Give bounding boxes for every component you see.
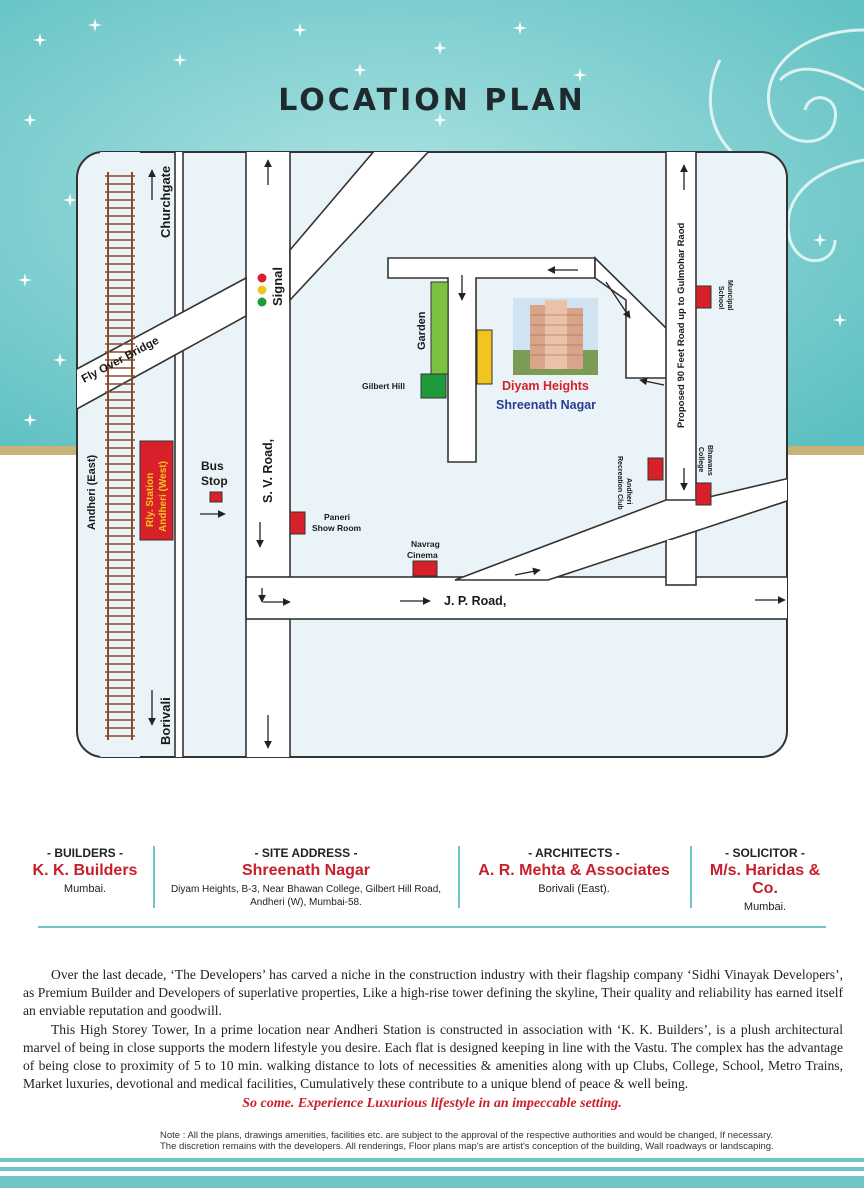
paneri-marker: [290, 512, 305, 534]
footer-stripe: [0, 1167, 864, 1171]
credits-site-address: [160, 846, 452, 909]
college-marker: [696, 483, 711, 505]
bus-stop-label-line2: Stop: [201, 474, 228, 488]
navrag-marker: [413, 561, 437, 576]
description-paragraph-1: Over the last decade, ‘The Developers’ has carved a niche in the construction industry with their flagship company ‘Sidhi Vinayak Developers’, as Premium Builder and Developers of superlative properties, Like a high-rise tower defining the skyline, Their quality and reliability has earned itself an enviable reputation and goodwill.: [23, 967, 843, 1019]
bus-stop-label-line1: Bus: [201, 459, 224, 473]
site-line2: Andheri (W), Mumbai-58.: [250, 897, 362, 908]
college-label-line2: College: [697, 447, 704, 473]
footer-stripe: [0, 1158, 864, 1162]
diyam-heights-building-image: [513, 298, 598, 375]
description: [23, 966, 843, 1093]
station-road: [175, 150, 183, 760]
bus-stop-marker: [210, 492, 222, 502]
garden-marker: [431, 282, 448, 374]
builders-heading: - BUILDERS -: [47, 846, 123, 860]
college-label-line1: Bhawans: [706, 445, 713, 476]
project-area-label: Shreenath Nagar: [496, 398, 597, 412]
architects-heading: - ARCHITECTS -: [528, 846, 620, 860]
architects-sub: Borivali (East).: [538, 883, 610, 895]
credits-architects: [465, 846, 683, 896]
note-line-2: The discretion remains with the developers. All renderings, Floor plans map's are artist's conception of the building, Wall roadways or landscaping.: [160, 1141, 774, 1152]
paneri-label-line1: Paneri: [324, 512, 350, 522]
proposed-road-label: Proposed 90 Feet Road up to Gulmohar Raod: [676, 222, 687, 428]
project-name-label: Diyam Heights: [502, 379, 589, 393]
credits-separator: [690, 846, 692, 908]
gilbert-hill-label: Gilbert Hill: [362, 381, 405, 391]
school-marker: [696, 286, 711, 308]
jp-road: [246, 577, 791, 619]
note-line-1: Note : All the plans, drawings amenities, facilities etc. are subject to the approval of the respective authorities and would be changed, If necessary.: [160, 1130, 773, 1141]
tagline: So come. Experience Luxurious lifestyle in an impeccable setting.: [242, 1096, 622, 1111]
railway-strip: [100, 150, 140, 760]
architects-name: A. R. Mehta & Associates: [478, 862, 670, 879]
school-label-line1: Muncipal: [726, 280, 733, 311]
gilbert-hill-marker: [421, 374, 446, 398]
project-plot-marker: [477, 330, 492, 384]
churchgate-label: Churchgate: [158, 165, 173, 238]
solicitor-heading: - SOLICITOR -: [725, 846, 805, 860]
description-paragraph-2: This High Storey Tower, In a prime location near Andheri Station is constructed in association with ‘K. K. Builders’, is a plush architectural marvel of being in close supports the modern lifestyle you desire. Each flat is designed keeping in line with the Vastu. The complex has the advantage of being close to proximity of 5 to 10 min. walking distance to lots of necessities & amenities along with up Clubs, College, School, Metro Trains, Market luxuries, devotional and medical facilities, Cumulatively these contribute to a unique blend of peace & well being.: [23, 1021, 843, 1092]
borivali-label: Borivali: [158, 697, 173, 745]
andheri-east-label: Andheri (East): [86, 454, 98, 530]
recreation-label-line2: Recreation Club: [616, 456, 623, 510]
solicitor-name: M/s. Haridas & Co.: [709, 862, 821, 897]
solicitor-sub: Mumbai.: [743, 901, 787, 913]
builders-sub: Mumbai.: [63, 883, 107, 895]
footer-stripe: [0, 1176, 864, 1188]
page-title: LOCATION PLAN: [278, 83, 586, 118]
divider-line: [38, 926, 826, 928]
navrag-label-line1: Navrag: [411, 539, 440, 549]
station-label-line2: Andheri (West): [158, 461, 169, 532]
sv-road-label: S. V. Road,: [261, 438, 275, 503]
fly-over-bridge-label: Fly Over Bridge: [79, 334, 162, 386]
garden-label: Garden: [416, 311, 428, 350]
traffic-signal: [258, 274, 267, 307]
credits-separator: [153, 846, 155, 908]
credits-solicitor: [696, 846, 834, 914]
jp-road-label: J. P. Road,: [444, 594, 507, 608]
site-name: Shreenath Nagar: [241, 862, 371, 879]
builders-name: K. K. Builders: [32, 862, 138, 879]
recreation-marker: [648, 458, 663, 480]
station-label-line1: Rly. Station: [145, 472, 156, 527]
disclaimer-note: [160, 1130, 850, 1152]
credits-builders: [30, 846, 140, 896]
recreation-label-line1: Andheri: [625, 478, 632, 505]
site-line1: Diyam Heights, B-3, Near Bhawan College, Gilbert Hill Road,: [170, 884, 442, 895]
signal-label: Signal: [270, 266, 285, 306]
navrag-label-line2: Cinema: [407, 550, 438, 560]
credits-separator: [458, 846, 460, 908]
paneri-label-line2: Show Room: [312, 523, 362, 533]
site-heading: - SITE ADDRESS -: [254, 846, 358, 860]
school-label-line2: School: [717, 286, 724, 310]
